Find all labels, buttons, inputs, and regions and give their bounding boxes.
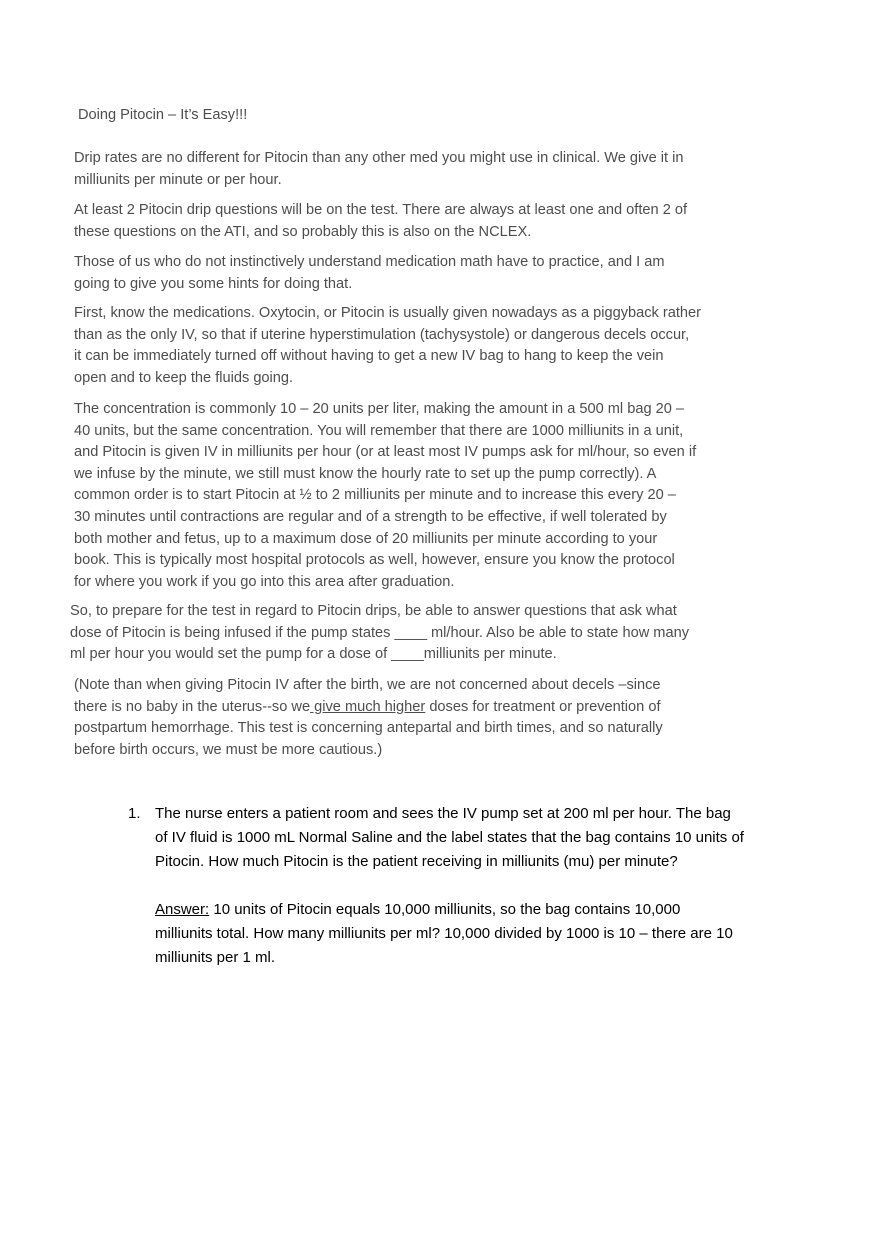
text-line: Drip rates are no different for Pitocin than any other med you might use in clinical. We give it in bbox=[74, 150, 684, 166]
question-line: The nurse enters a patient room and sees the IV pump set at 200 ml per hour. The bag bbox=[155, 805, 731, 822]
text-line: postpartum hemorrhage. This test is concerning antepartal and birth times, and so naturally bbox=[74, 720, 663, 737]
paragraph-note-after-birth bbox=[74, 675, 764, 761]
text-line: milliunits per minute or per hour. bbox=[74, 171, 282, 188]
text-line: and Pitocin is given IV in milliunits per hour (or at least most IV pumps ask for ml/hour, so even if bbox=[74, 444, 697, 461]
text-line: we infuse by the minute, we still must know the hourly rate to set up the pump correctly). A bbox=[74, 465, 657, 482]
text-line: 30 minutes until contractions are regular and of a strength to be effective, if well tolerated by bbox=[74, 508, 667, 525]
text-line: open and to keep the fluids going. bbox=[74, 369, 294, 386]
underlined-text: give much higher bbox=[310, 698, 426, 715]
text-line: Those of us who do not instinctively understand medication math have to practice, and I am bbox=[74, 254, 665, 270]
text-line: going to give you some hints for doing that. bbox=[74, 275, 353, 292]
text-line: before birth occurs, we must be more cautious.) bbox=[74, 741, 383, 758]
answer-line: milliunits total. How many milliunits per ml? 10,000 divided by 1000 is 10 – there are 10 bbox=[155, 925, 733, 942]
list-item-question-1 bbox=[128, 802, 788, 970]
text-span: doses for treatment or prevention of bbox=[425, 698, 661, 715]
paragraph-practice bbox=[74, 252, 764, 295]
text-line: 40 units, but the same concentration. You will remember that there are 1000 milliunits in a unit, bbox=[74, 422, 684, 439]
text-line: ml per hour you would set the pump for a dose of ____milliunits per minute. bbox=[70, 646, 557, 663]
paragraph-know-medications bbox=[74, 303, 764, 389]
text-line: First, know the medications. Oxytocin, or Pitocin is usually given nowadays as a piggyback rather bbox=[74, 305, 702, 321]
text-line bbox=[74, 697, 764, 719]
answer-line: milliunits per 1 ml. bbox=[155, 949, 276, 966]
text-span: there is no baby in the uterus--so we bbox=[74, 698, 311, 715]
paragraph-drip-rates bbox=[74, 148, 764, 191]
page-title: Doing Pitocin – It’s Easy!!! bbox=[78, 107, 248, 123]
text-line: these questions on the ATI, and so probably this is also on the NCLEX. bbox=[74, 223, 532, 240]
paragraph-concentration bbox=[74, 399, 764, 593]
text-line: book. This is typically most hospital protocols as well, however, ensure you know the protocol bbox=[74, 552, 675, 569]
text-line: than as the only IV, so that if uterine hyperstimulation (tachysystole) or dangerous decels occur, bbox=[74, 326, 690, 343]
text-line: The concentration is commonly 10 – 20 units per liter, making the amount in a 500 ml bag 20 – bbox=[74, 401, 685, 417]
question-line: Pitocin. How much Pitocin is the patient receiving in milliunits (mu) per minute? bbox=[155, 853, 678, 870]
question-line: of IV fluid is 1000 mL Normal Saline and the label states that the bag contains 10 units of bbox=[155, 829, 744, 846]
text-line: dose of Pitocin is being infused if the pump states ____ ml/hour. Also be able to state how many bbox=[70, 624, 689, 641]
question-body bbox=[155, 802, 788, 970]
text-line: common order is to start Pitocin at ½ to 2 milliunits per minute and to increase this every 20 – bbox=[74, 487, 676, 504]
list-number: 1. bbox=[128, 805, 141, 822]
text-line: it can be immediately turned off without having to get a new IV bag to hang to keep the vein bbox=[74, 348, 664, 365]
text-line: for where you work if you go into this area after graduation. bbox=[74, 573, 455, 590]
text-line: So, to prepare for the test in regard to Pitocin drips, be able to answer questions that ask what bbox=[70, 603, 677, 619]
paragraph-prepare-for-test bbox=[70, 601, 760, 666]
text-line: both mother and fetus, up to a maximum dose of 20 milliunits per minute according to your bbox=[74, 530, 658, 547]
numbered-list bbox=[128, 802, 788, 970]
answer-line bbox=[155, 898, 788, 922]
text-line: (Note than when giving Pitocin IV after the birth, we are not concerned about decels –since bbox=[74, 677, 661, 693]
answer-label: Answer: bbox=[155, 901, 210, 918]
answer-text: 10 units of Pitocin equals 10,000 milliunits, so the bag contains 10,000 bbox=[209, 901, 681, 918]
text-line: At least 2 Pitocin drip questions will be on the test. There are always at least one and often 2 of bbox=[74, 202, 688, 218]
paragraph-test-questions bbox=[74, 200, 764, 243]
